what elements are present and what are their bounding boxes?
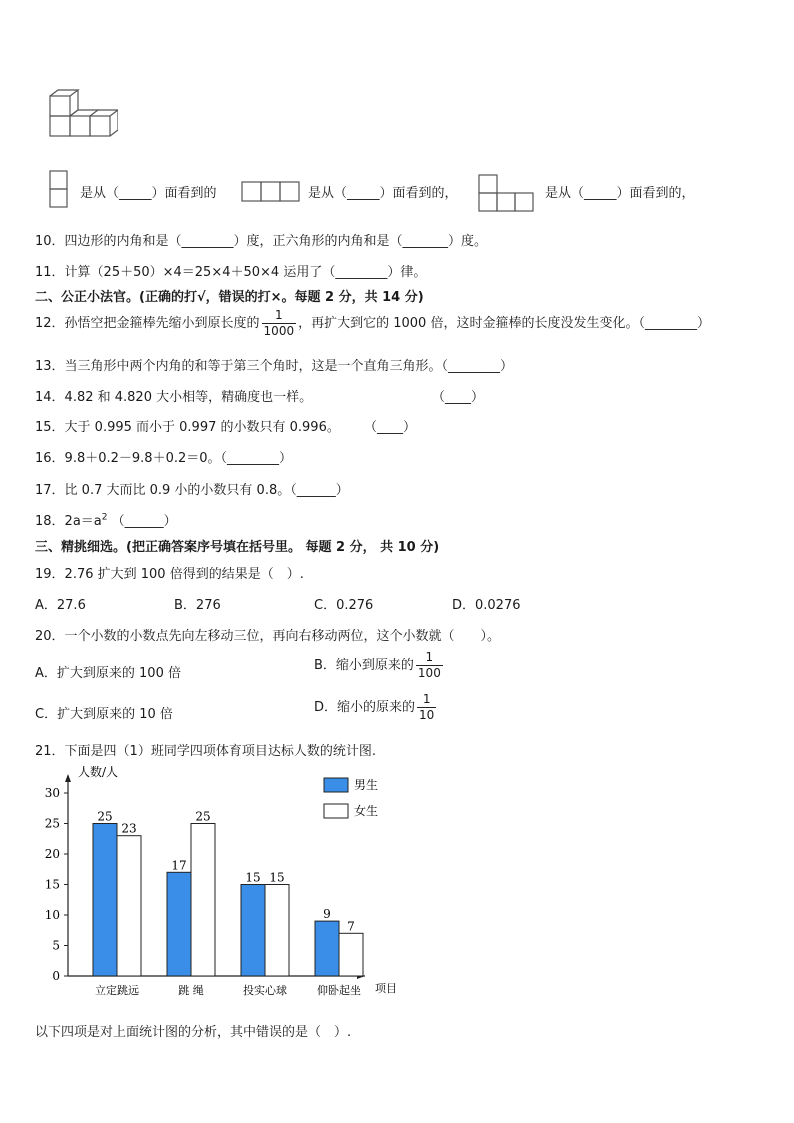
bar <box>339 933 363 976</box>
question-10: 10．四边形的内角和是（________）度，正六角形的内角和是（_______）度。 <box>35 234 488 249</box>
question-15-blank: （____） <box>364 420 417 435</box>
bar-value-label: 25 <box>97 809 113 824</box>
x-tick-label: 立定跳远 <box>95 984 139 997</box>
q20-option-b <box>314 650 445 681</box>
q12-after: ，再扩大到它的 1000 倍，这时金箍棒的长度没发生变化。（________） <box>298 316 710 331</box>
q20-d-num: 1 <box>417 692 436 708</box>
bar-value-label: 25 <box>195 809 211 824</box>
question-13: 13．当三角形中两个内角的和等于第三个角时，这是一个直角三角形。（________） <box>35 359 514 374</box>
view-three-squares-row <box>240 180 302 204</box>
y-tick-label: 0 <box>52 969 60 983</box>
question-19: 19．2.76 扩大到 100 倍得到的结果是（ ）. <box>35 567 304 582</box>
section-3-heading: 三、精挑细选。(把正确答案序号填在括号里。 每题 2 分， 共 10 分) <box>35 540 440 555</box>
legend-label: 女生 <box>354 804 379 818</box>
y-tick-label: 20 <box>44 847 60 861</box>
y-tick-label: 15 <box>44 877 60 892</box>
x-tick-label: 仰卧起坐 <box>317 984 361 997</box>
q20-option-d <box>314 692 438 723</box>
q12-fraction <box>262 308 297 339</box>
q20-b-fraction <box>416 650 443 681</box>
question-21: 21．下面是四（1）班同学四项体育项目达标人数的统计图. <box>35 744 376 759</box>
q19-option-d: D．0.0276 <box>452 598 521 613</box>
question-15: 15．大于 0.995 而小于 0.997 的小数只有 0.996。 <box>35 420 340 435</box>
q18-sup: 2 <box>101 512 108 523</box>
q9-view3-text: 是从（_____）面看到的， <box>545 186 695 201</box>
question-12 <box>35 308 710 339</box>
legend-swatch <box>324 804 348 818</box>
question-18 <box>35 510 177 529</box>
bar <box>241 885 265 977</box>
bar-chart <box>40 762 420 1002</box>
y-tick-label: 30 <box>44 786 60 800</box>
q20-option-c: C．扩大到原来的 10 倍 <box>35 707 173 722</box>
bar <box>117 836 141 976</box>
question-14: 14．4.82 和 4.820 大小相等，精确度也一样。 <box>35 390 313 405</box>
q12-den: 1000 <box>263 324 295 338</box>
question-21-followup: 以下四项是对上面统计图的分析，其中错误的是（ ）. <box>35 1025 352 1040</box>
bar <box>191 824 215 977</box>
section-2-heading: 二、公正小法官。(正确的打√，错误的打×。每题 2 分，共 14 分) <box>35 290 424 305</box>
legend-swatch <box>324 778 348 792</box>
legend-label: 男生 <box>354 778 379 792</box>
bar-value-label: 9 <box>323 907 331 922</box>
y-axis-label: 人数/人 <box>78 765 119 779</box>
y-tick-label: 25 <box>44 816 60 831</box>
q20-b-den: 100 <box>417 666 441 680</box>
question-17: 17．比 0.7 大而比 0.9 小的小数只有 0.8。（______） <box>35 483 349 498</box>
x-axis-label: 项目 <box>375 982 397 995</box>
question-20: 20．一个小数的小数点先向左移动三位，再向右移动两位，这个小数就（ ）。 <box>35 629 501 644</box>
y-axis-arrow <box>65 774 71 782</box>
bar-value-label: 15 <box>245 870 261 885</box>
question-16: 16．9.8＋0.2－9.8＋0.2＝0。（________） <box>35 451 293 466</box>
q20-d-den: 10 <box>419 708 435 722</box>
question-14-blank: （____） <box>432 390 485 405</box>
cube-solid-figure <box>46 88 118 140</box>
q12-before: 12．孙悟空把金箍棒先缩小到原长度的 <box>35 316 260 331</box>
q18-text: 18．2a＝a <box>35 514 102 529</box>
bar <box>265 885 289 977</box>
y-tick-label: 10 <box>44 908 60 922</box>
q9-view2-text: 是从（_____）面看到的， <box>308 186 458 201</box>
q19-option-b: B．276 <box>174 598 221 613</box>
x-tick-label: 投实心球 <box>243 984 287 997</box>
bar-value-label: 17 <box>171 858 187 873</box>
q12-num: 1 <box>262 308 297 324</box>
q9-view1-text: 是从（_____）面看到的 <box>80 186 217 201</box>
view-l-shape <box>477 173 537 215</box>
q19-option-a: A．27.6 <box>35 598 86 613</box>
q20-b-text: B．缩小到原来的 <box>314 658 414 673</box>
bar <box>315 921 339 976</box>
q20-b-num: 1 <box>416 650 443 666</box>
q20-d-text: D．缩小的原来的 <box>314 700 416 715</box>
bar-value-label: 23 <box>121 821 137 836</box>
q19-option-c: C．0.276 <box>314 598 374 613</box>
bar <box>167 872 191 976</box>
question-11: 11．计算（25＋50）×4＝25×4＋50×4 运用了（________）律。 <box>35 265 427 280</box>
q20-d-fraction <box>417 692 436 723</box>
q18-blank: （______） <box>111 514 177 529</box>
bar-value-label: 15 <box>269 870 285 885</box>
view-two-squares-vertical <box>48 169 70 211</box>
x-tick-label: 跳 绳 <box>178 984 204 997</box>
y-tick-label: 5 <box>52 938 60 953</box>
bar <box>93 824 117 977</box>
q20-option-a: A．扩大到原来的 100 倍 <box>35 666 181 681</box>
bar-value-label: 7 <box>347 919 355 934</box>
